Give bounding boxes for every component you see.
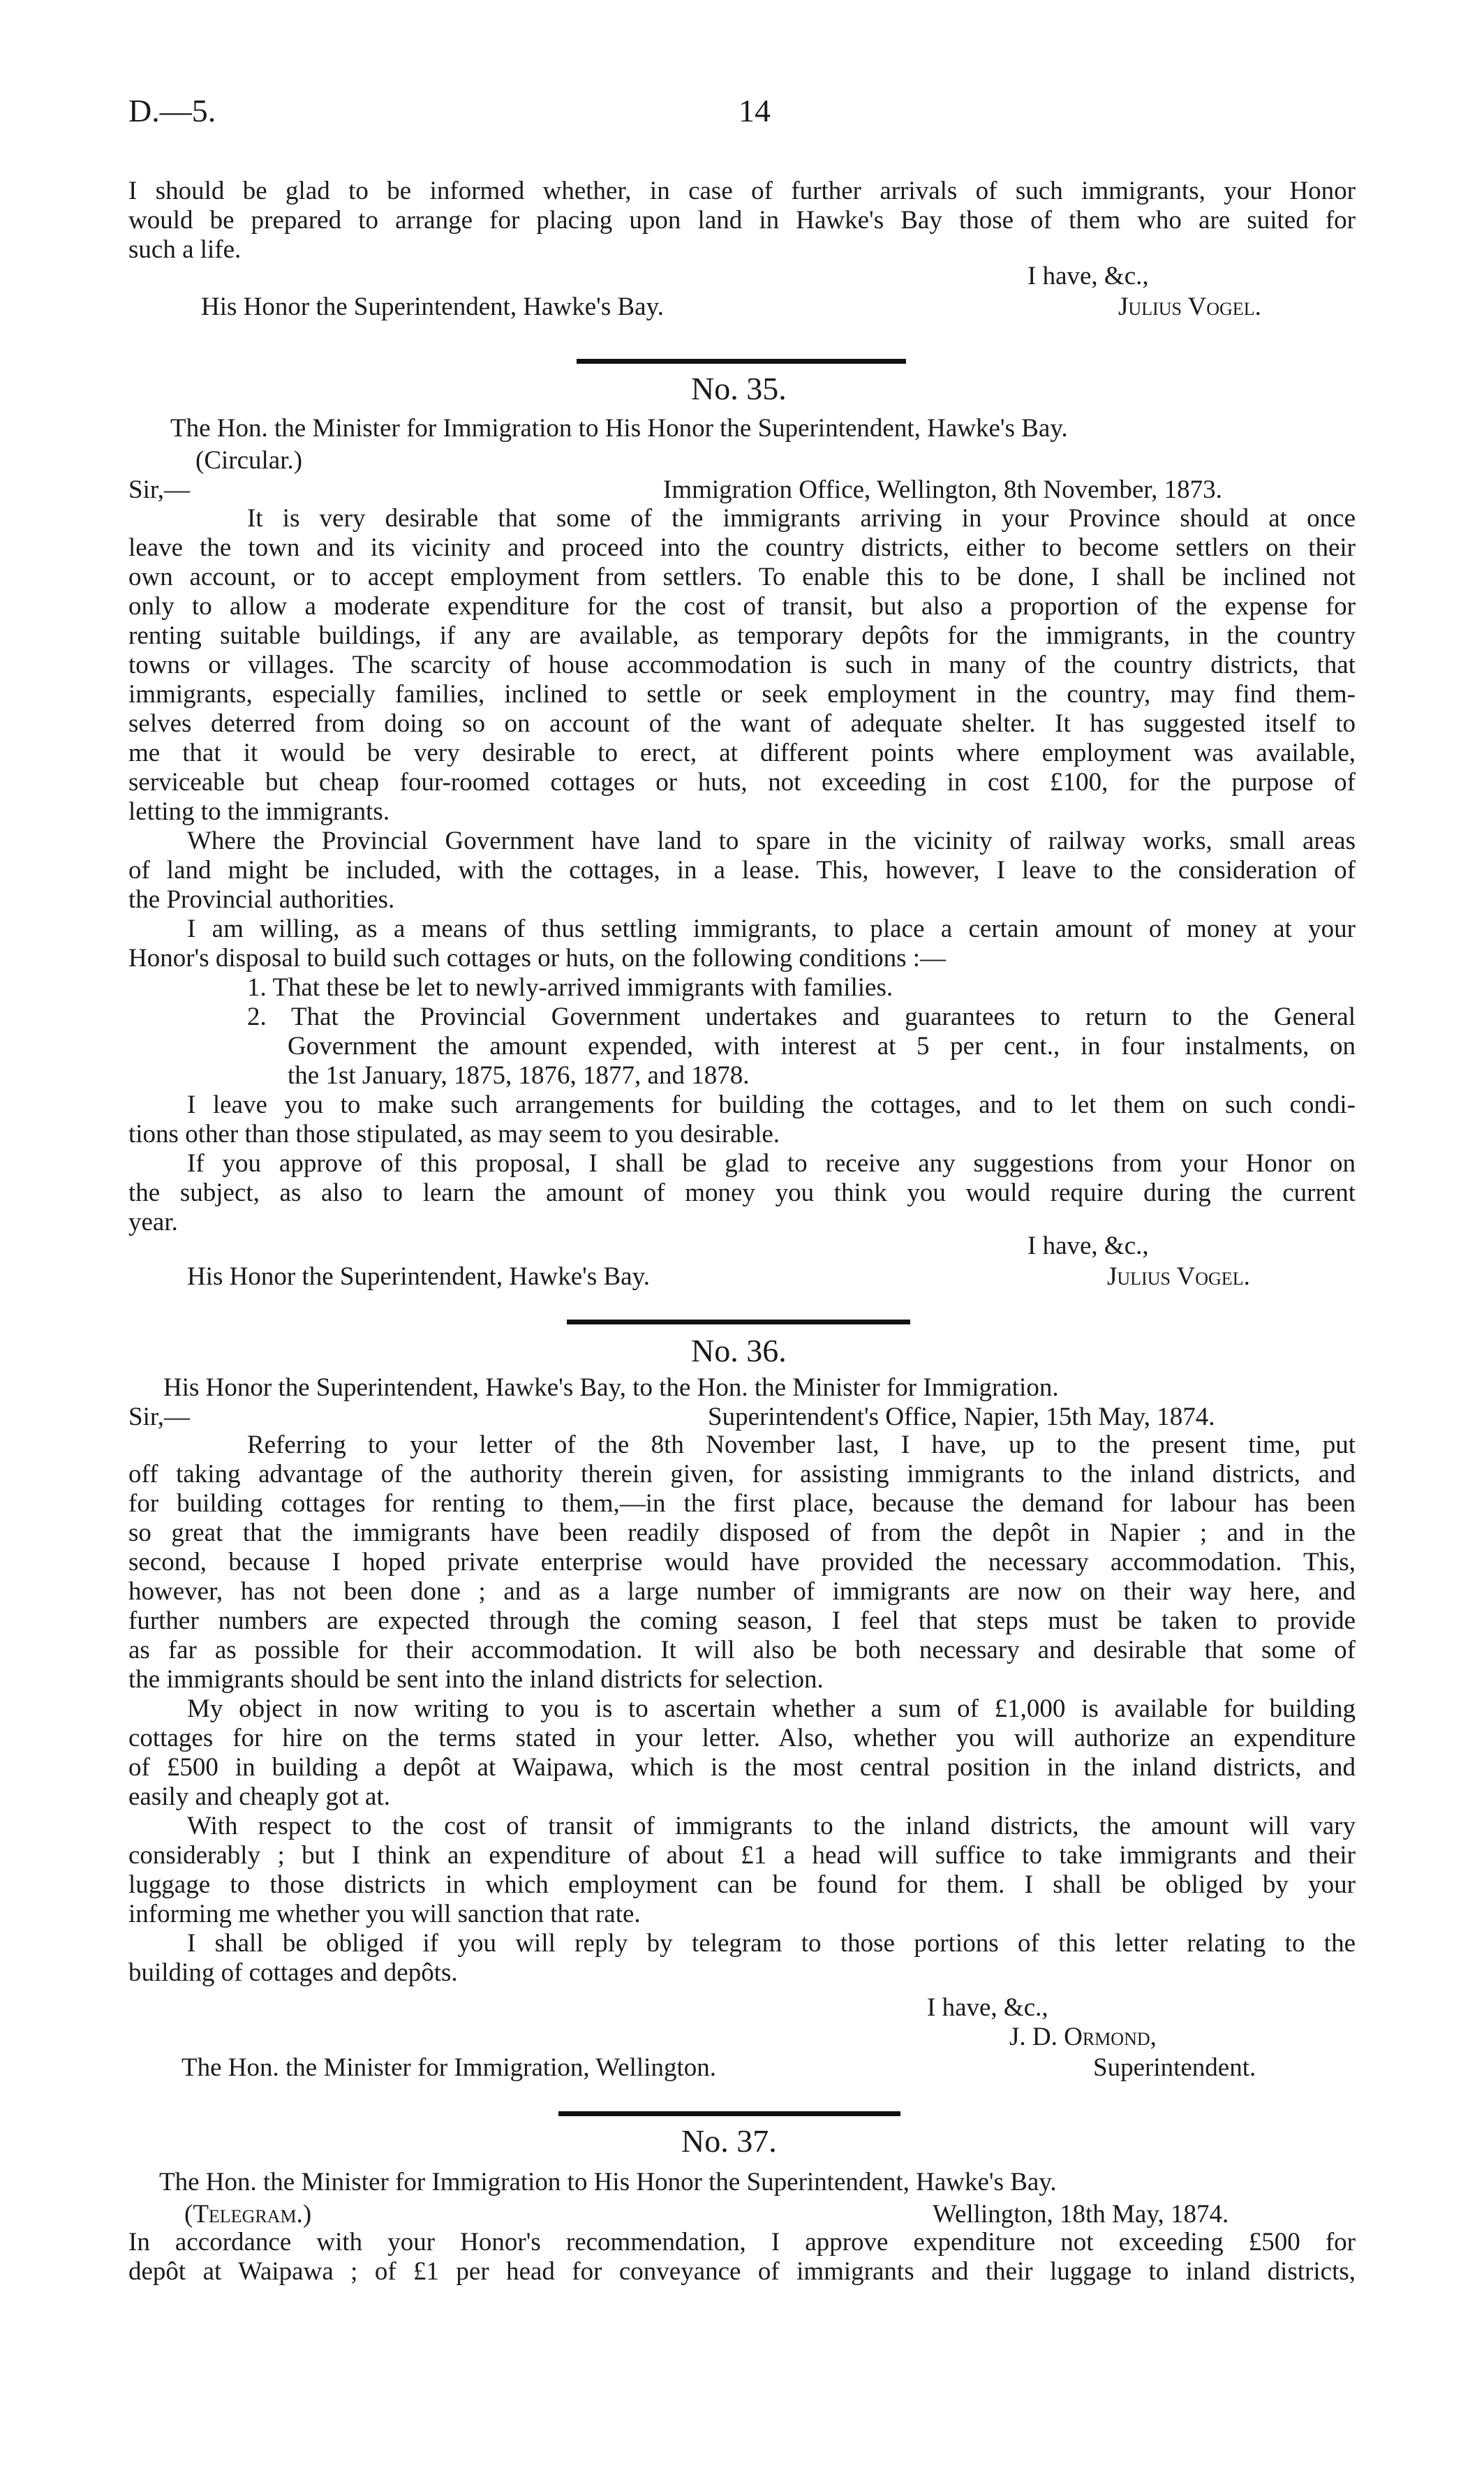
- intro-line: such a life.: [128, 235, 242, 264]
- letter-36-line: informing me whether you will sanction that rate.: [128, 1900, 641, 1928]
- letter-37-line: In accordance with your Honor's recommendation, I approve expenditure not exceeding £500 for: [128, 2228, 1356, 2256]
- letter-35-line: tions other than those stipulated, as may seem to you desirable.: [128, 1120, 780, 1148]
- document-reference: D.—5.: [128, 93, 216, 128]
- letter-36-line: considerably ; but I think an expenditure of about £1 a head will suffice to take immigrants and their: [128, 1841, 1356, 1870]
- page-number: 14: [739, 93, 771, 128]
- letter-36-line: so great that the immigrants have been readily disposed of from the depôt in Napier ; and in the: [128, 1519, 1356, 1547]
- letter-35-signature: Julius Vogel.: [1107, 1262, 1250, 1291]
- letter-36-line: building of cottages and depôts.: [128, 1958, 458, 1987]
- letter-36-line: second, because I hoped private enterprise would have provided the necessary accommodation. This,: [128, 1548, 1356, 1576]
- section-divider: [558, 2111, 900, 2116]
- letter-35-line: year.: [128, 1208, 178, 1236]
- letter-35-line: of land might be included, with the cottages, in a lease. This, however, I leave to the consideration of: [128, 856, 1356, 885]
- letter-35-line: serviceable but cheap four-roomed cottages or huts, not exceeding in cost £100, for the purpose of: [128, 768, 1356, 797]
- letter-36-line: My object in now writing to you is to ascertain whether a sum of £1,000 is available for building: [187, 1694, 1356, 1723]
- letter-35-line: towns or villages. The scarcity of house accommodation is such in many of the country districts, that: [128, 651, 1356, 679]
- section-divider: [577, 359, 906, 364]
- letter-35-circular: (Circular.): [195, 446, 303, 475]
- letter-number-36: No. 36.: [691, 1333, 787, 1368]
- letter-36-line: cottages for hire on the terms stated in your letter. Also, whether you will authorize an expenditure: [128, 1724, 1356, 1752]
- letter-37-telegram: (Telegram.): [184, 2200, 312, 2229]
- letter-36-closing: I have, &c.,: [927, 1993, 1048, 2022]
- letter-35-line: It is very desirable that some of the immigrants arriving in your Province should at once: [247, 504, 1356, 533]
- letter-number-35: No. 35.: [691, 371, 787, 406]
- letter-36-addressee: The Hon. the Minister for Immigration, Wellington.: [181, 2053, 717, 2082]
- intro-addressee: His Honor the Superintendent, Hawke's Bay.: [201, 293, 664, 321]
- letter-36-place-date: Superintendent's Office, Napier, 15th May, 1874.: [708, 1403, 1215, 1431]
- letter-36-signature: J. D. Ormond,: [1009, 2023, 1157, 2051]
- letter-35-condition: 1. That these be let to newly-arrived immigrants with families.: [247, 973, 893, 1002]
- section-divider: [567, 1320, 910, 1324]
- letter-35-line: the Provincial authorities.: [128, 885, 395, 914]
- letter-36-title: His Honor the Superintendent, Hawke's Bay, to the Hon. the Minister for Immigration.: [163, 1373, 1059, 1402]
- letter-35-place-date: Immigration Office, Wellington, 8th November, 1873.: [663, 475, 1222, 504]
- letter-37-line: depôt at Waipawa ; of £1 per head for conveyance of immigrants and their luggage to inland districts,: [128, 2257, 1356, 2286]
- letter-37-place-date: Wellington, 18th May, 1874.: [933, 2200, 1229, 2229]
- letter-36-signature-title: Superintendent.: [1093, 2053, 1256, 2082]
- letter-35-line: only to allow a moderate expenditure for the cost of transit, but also a proportion of the expense for: [128, 592, 1356, 621]
- letter-35-line: I leave you to make such arrangements for building the cottages, and to let them on such condi-: [187, 1091, 1356, 1119]
- intro-closing: I have, &c.,: [1027, 262, 1149, 290]
- letter-36-line: of £500 in building a depôt at Waipawa, which is the most central position in the inland districts, and: [128, 1753, 1356, 1782]
- letter-35-line: renting suitable buildings, if any are available, as temporary depôts for the immigrants, in the country: [128, 621, 1356, 650]
- letter-35-title: The Hon. the Minister for Immigration to His Honor the Superintendent, Hawke's Bay.: [170, 414, 1068, 443]
- letter-number-37: No. 37.: [681, 2123, 777, 2159]
- letter-36-line: the immigrants should be sent into the inland districts for selection.: [128, 1665, 824, 1694]
- letter-36-line: off taking advantage of the authority therein given, for assisting immigrants to the inland districts, and: [128, 1460, 1356, 1489]
- letter-36-line: luggage to those districts in which employment can be found for them. I shall be obliged by your: [128, 1870, 1356, 1899]
- letter-36-line: however, has not been done ; and as a large number of immigrants are now on their way here, and: [128, 1577, 1356, 1606]
- letter-35-line: immigrants, especially families, inclined to settle or seek employment in the country, may find them-: [128, 680, 1356, 709]
- letter-35-line: Honor's disposal to build such cottages or huts, on the following conditions :—: [128, 944, 947, 973]
- letter-36-line: Referring to your letter of the 8th November last, I have, up to the present time, put: [247, 1431, 1356, 1459]
- letter-36-line: for building cottages for renting to them,—in the first place, because the demand for labour has been: [128, 1489, 1356, 1518]
- letter-35-condition: Government the amount expended, with interest at 5 per cent., in four instalments, on: [288, 1032, 1356, 1061]
- letter-36-line: easily and cheaply got at.: [128, 1782, 391, 1811]
- letter-35-line: If you approve of this proposal, I shall be glad to receive any suggestions from your Honor on: [187, 1149, 1356, 1178]
- letter-35-addressee: His Honor the Superintendent, Hawke's Bay.: [187, 1262, 650, 1291]
- letter-35-line: leave the town and its vicinity and proceed into the country districts, either to become settlers on their: [128, 533, 1356, 562]
- intro-signature: Julius Vogel.: [1118, 293, 1261, 321]
- letter-35-line: selves deterred from doing so on account of the want of adequate shelter. It has suggested itself to: [128, 709, 1356, 738]
- letter-35-salutation: Sir,—: [128, 475, 190, 504]
- intro-line: would be prepared to arrange for placing upon land in Hawke's Bay those of them who are suited for: [128, 206, 1356, 235]
- letter-35-condition: 2. That the Provincial Government undertakes and guarantees to return to the General: [247, 1003, 1356, 1031]
- letter-37-title: The Hon. the Minister for Immigration to His Honor the Superintendent, Hawke's Bay.: [159, 2168, 1057, 2196]
- letter-35-closing: I have, &c.,: [1027, 1232, 1149, 1260]
- letter-36-line: With respect to the cost of transit of immigrants to the inland districts, the amount will vary: [187, 1812, 1356, 1840]
- letter-35-line: Where the Provincial Government have land to spare in the vicinity of railway works, small areas: [187, 827, 1356, 855]
- letter-35-condition: the 1st January, 1875, 1876, 1877, and 1878.: [288, 1061, 750, 1090]
- letter-35-line: the subject, as also to learn the amount of money you think you would require during the current: [128, 1179, 1356, 1207]
- letter-35-line: I am willing, as a means of thus settling immigrants, to place a certain amount of money at your: [187, 915, 1356, 943]
- letter-35-line: me that it would be very desirable to erect, at different points where employment was available,: [128, 739, 1356, 767]
- letter-36-line: further numbers are expected through the coming season, I feel that steps must be taken to provide: [128, 1606, 1356, 1635]
- letter-36-line: as far as possible for their accommodation. It will also be both necessary and desirable that some of: [128, 1636, 1356, 1664]
- letter-35-line: letting to the immigrants.: [128, 797, 390, 826]
- letter-35-line: own account, or to accept employment from settlers. To enable this to be done, I shall be inclined not: [128, 563, 1356, 591]
- letter-36-line: I shall be obliged if you will reply by telegram to those portions of this letter relating to the: [187, 1929, 1356, 1958]
- intro-line: I should be glad to be informed whether, in case of further arrivals of such immigrants, your Honor: [128, 177, 1356, 205]
- letter-36-salutation: Sir,—: [128, 1403, 190, 1431]
